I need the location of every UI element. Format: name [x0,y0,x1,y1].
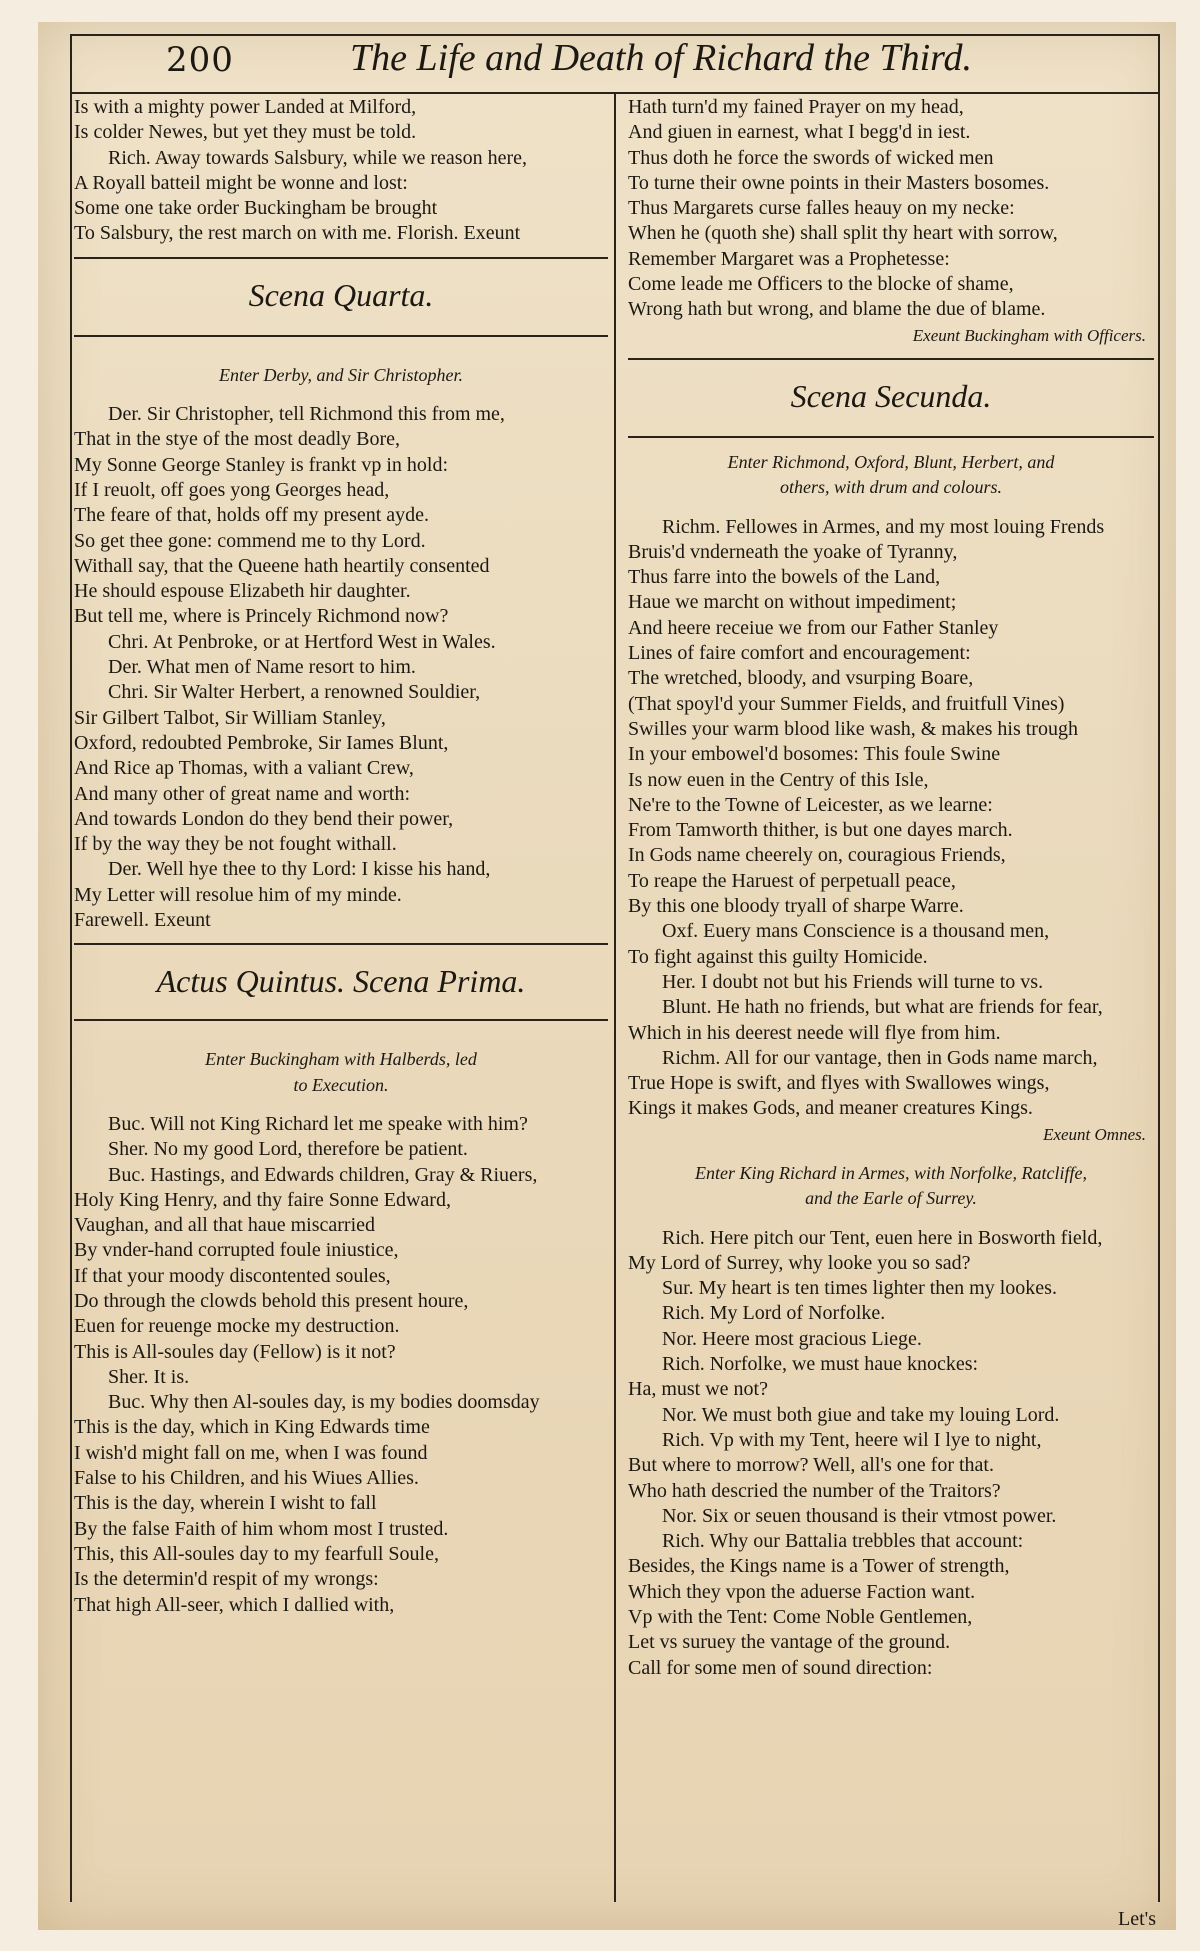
verse-line: Which they vpon the aduerse Faction want. [628,1580,976,1603]
verse-line: Wrong hath but wrong, and blame the due of blame. [628,298,1046,321]
verse-line: And Rice ap Thomas, with a valiant Crew, [74,757,414,780]
verse-line: Farewell. Exeunt [74,909,211,932]
verse-line: Buc. Why then Al-soules day, is my bodies doomsday [108,1391,540,1414]
verse-line: Der. Sir Christopher, tell Richmond this from me, [108,403,505,426]
verse-line: This, this All-soules day to my fearfull Soule, [74,1542,439,1565]
stage-direction: Enter King Richard in Armes, with Norfolke, Ratcliffe, [695,1162,1087,1183]
verse-line: Come leade me Officers to the blocke of shame, [628,273,1014,296]
exit-direction: Exeunt Omnes. [1043,1124,1146,1144]
verse-line: Ne're to the Towne of Leicester, as we learne: [628,793,993,816]
verse-line: Remember Margaret was a Prophetesse: [628,247,950,270]
verse-line: This is All-soules day (Fellow) is it not? [74,1340,396,1363]
verse-line: Is colder Newes, but yet they must be told. [74,121,417,144]
verse-line: My Sonne George Stanley is frankt vp in hold: [74,453,449,476]
verse-line: Rich. Here pitch our Tent, euen here in Bosworth field, [662,1226,1103,1249]
verse-line: Lines of faire comfort and encouragement: [628,642,971,665]
verse-line: To reape the Haruest of perpetuall peace, [628,869,956,892]
verse-line: That in the stye of the most deadly Bore, [74,428,401,451]
verse-line: By the false Faith of him whom most I trusted. [74,1517,449,1540]
verse-line: If that your moody discontented soules, [74,1264,391,1287]
verse-line: Kings it makes Gods, and meaner creatures Kings. [628,1097,1033,1120]
verse-line: Der. Well hye thee to thy Lord: I kisse his hand, [108,858,491,881]
right-text-column [628,95,1154,1681]
scene-heading: Scena Secunda. [790,377,992,414]
verse-line: Chri. At Penbroke, or at Hertford West in Wales. [108,630,496,653]
verse-line: True Hope is swift, and flyes with Swallowes wings, [628,1072,1050,1095]
verse-line: In Gods name cheerely on, couragious Friends, [628,844,1006,867]
verse-line: In your embowel'd bosomes: This foule Swine [628,743,1001,766]
verse-line: He should espouse Elizabeth hir daughter. [74,580,411,603]
verse-line: This is the day, wherein I wisht to fall [74,1492,377,1515]
section-rule [74,257,608,259]
verse-line: And giuen in earnest, what I begg'd in iest. [628,121,971,144]
verse-line: Vaughan, and all that haue miscarried [74,1214,375,1237]
stage-direction: Enter Richmond, Oxford, Blunt, Herbert, and [727,451,1055,472]
verse-line: Nor. Six or seuen thousand is their vtmost power. [662,1504,1057,1527]
verse-line: Withall say, that the Queene hath heartily consented [74,554,490,577]
verse-line: Oxford, redoubted Pembroke, Sir Iames Blunt, [74,731,449,754]
verse-line: The wretched, bloody, and vsurping Boare, [628,667,974,690]
verse-line: Thus farre into the bowels of the Land, [628,566,941,589]
spacer [628,1147,1154,1161]
catchword: Let's [1118,1908,1157,1930]
stage-direction: to Execution. [293,1074,389,1095]
section-rule [74,1019,608,1021]
verse-line: Sur. My heart is ten times lighter then my lookes. [662,1277,1057,1300]
verse-line: My Letter will resolue him of my minde. [74,883,402,906]
verse-line: And many other of great name and worth: [74,782,411,805]
verse-line: False to his Children, and his Wiues Allies. [74,1467,419,1490]
scene-heading: Scena Quarta. [248,276,434,313]
verse-line: (That spoyl'd your Summer Fields, and fruitfull Vines) [628,692,1065,715]
verse-line: Chri. Sir Walter Herbert, a renowned Souldier, [108,681,481,704]
exit-direction: Exeunt Buckingham with Officers. [912,325,1146,345]
verse-line: The feare of that, holds off my present ayde. [74,504,430,527]
verse-line: By vnder-hand corrupted foule iniustice, [74,1239,399,1262]
verse-line: Richm. Fellowes in Armes, and my most louing Frends [662,515,1105,538]
verse-line: Is now euen in the Centry of this Isle, [628,768,929,791]
spacer [628,501,1154,515]
verse-line: Sher. It is. [108,1365,190,1388]
verse-line: Who hath descried the number of the Traitors? [628,1479,1001,1502]
verse-line: Oxf. Euery mans Conscience is a thousand men, [662,920,1050,943]
verse-line: Sher. No my good Lord, therefore be patient. [108,1138,468,1161]
verse-line: To Salsbury, the rest march on with me. Florish. Exeunt [74,222,521,245]
verse-line: This is the day, which in King Edwards time [74,1416,430,1439]
verse-line: And towards London do they bend their power, [74,807,454,830]
verse-line: Rich. Vp with my Tent, heere wil I lye to night, [662,1428,1042,1451]
verse-line: Do through the clowds behold this present houre, [74,1289,469,1312]
verse-line: Some one take order Buckingham be brought [74,197,438,220]
verse-line: If by the way they be not fought withall. [74,833,397,856]
column-divider [614,92,616,1902]
left-text-column [74,95,608,1618]
verse-line: Bruis'd vnderneath the yoake of Tyranny, [628,540,958,563]
spacer [74,349,608,363]
verse-line: When he (quoth she) shall split thy heart with sorrow, [628,222,1058,245]
verse-line: Richm. All for our vantage, then in Gods name march, [662,1046,1098,1069]
verse-line: My Lord of Surrey, why looke you so sad? [628,1251,971,1274]
verse-line: Hath turn'd my fained Prayer on my head, [628,96,964,118]
verse-line: Call for some men of sound direction: [628,1656,933,1679]
section-rule [74,943,608,945]
spacer [74,388,608,402]
stage-direction: Enter Derby, and Sir Christopher. [218,364,463,385]
verse-line: To turne their owne points in their Masters bosomes. [628,171,1050,194]
verse-line: Nor. We must both giue and take my louing Lord. [662,1403,1060,1426]
verse-line: So get thee gone: commend me to thy Lord. [74,529,426,552]
section-rule [74,335,608,337]
verse-line: That high All-seer, which I dallied with, [74,1593,395,1616]
stage-direction: Enter Buckingham with Halberds, led [205,1049,477,1070]
verse-line: Haue we marcht on without impediment; [628,591,957,614]
verse-line: Buc. Hastings, and Edwards children, Gray & Riuers, [108,1163,538,1186]
verse-line: Let vs suruey the vantage of the ground. [628,1631,951,1654]
verse-line: Rich. Why our Battalia trebbles that account: [662,1530,1024,1553]
verse-line: Is the determin'd respit of my wrongs: [74,1568,379,1591]
verse-line: Is with a mighty power Landed at Milford, [74,96,417,118]
spacer [74,1033,608,1047]
running-title: The Life and Death of Richard the Third. [350,37,973,79]
verse-line: A Royall batteil might be wonne and lost: [74,171,408,194]
spacer [628,1212,1154,1226]
right-border-rule [1158,34,1160,1902]
verse-line: But where to morrow? Well, all's one for that. [628,1454,994,1477]
section-rule [628,436,1154,438]
left-border-rule [70,34,72,1902]
verse-line: Rich. Away towards Salsbury, while we reason here, [108,146,527,169]
verse-line: Holy King Henry, and thy faire Sonne Edward, [74,1188,451,1211]
verse-line: Ha, must we not? [628,1378,768,1401]
verse-line: Her. I doubt not but his Friends will turne to vs. [662,970,1044,993]
verse-line: Nor. Heere most gracious Liege. [662,1327,922,1350]
verse-line: Rich. Norfolke, we must haue knockes: [662,1353,979,1376]
verse-line: If I reuolt, off goes yong Georges head, [74,478,390,501]
verse-line: Swilles your warm blood like wash, & makes his trough [628,717,1078,740]
act-heading: Actus Quintus. Scena Prima. [156,963,526,1000]
verse-line: Rich. My Lord of Norfolke. [662,1302,886,1325]
verse-line: From Tamworth thither, is but one dayes march. [628,819,1013,842]
verse-line: But tell me, where is Princely Richmond now? [74,605,449,628]
verse-line: And heere receiue we from our Father Stanley [628,616,999,639]
verse-line: Blunt. He hath no friends, but what are friends for fear, [662,996,1103,1019]
verse-line: Besides, the Kings name is a Tower of strength, [628,1555,1010,1578]
spacer [74,1098,608,1112]
verse-line: Der. What men of Name resort to him. [108,656,416,679]
verse-line: Thus doth he force the swords of wicked men [628,146,994,169]
verse-line: Buc. Will not King Richard let me speake with him? [108,1112,528,1135]
section-rule [628,358,1154,360]
verse-line: By this one bloody tryall of sharpe Warre. [628,895,964,918]
page-number: 200 [166,40,234,80]
verse-line: To fight against this guilty Homicide. [628,945,928,968]
verse-line: Which in his deerest neede will flye from him. [628,1021,1001,1044]
stage-direction: and the Earle of Surrey. [805,1188,977,1209]
verse-line: I wish'd might fall on me, when I was found [74,1441,428,1464]
verse-line: Thus Margarets curse falles heauy on my necke: [628,197,1015,220]
stage-direction: others, with drum and colours. [779,477,1002,498]
verse-line: Sir Gilbert Talbot, Sir William Stanley, [74,706,386,729]
verse-line: Vp with the Tent: Come Noble Gentlemen, [628,1606,973,1629]
verse-line: Euen for reuenge mocke my destruction. [74,1315,400,1338]
